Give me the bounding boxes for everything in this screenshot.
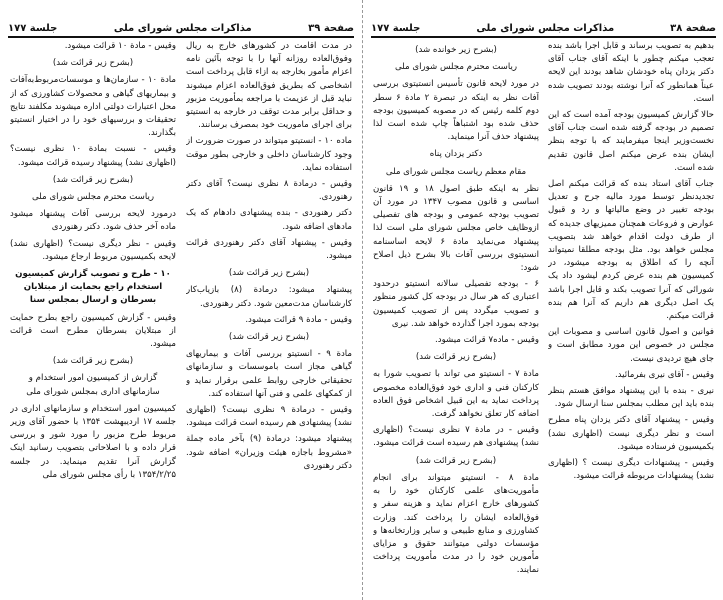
paragraph: وقیس - پیشنهادات دیگری نیست ؟ (اظهاری نشد) پیشنهادات مربوطه قرائت میشود. — [548, 458, 714, 482]
paragraph: (بشرح زیر قرائت شد) — [52, 356, 134, 367]
page-number: صفحة ۳۹ — [308, 23, 354, 34]
page-number: صفحة ۳۸ — [670, 23, 716, 34]
text-column-right — [548, 40, 714, 596]
paragraph: وقیس - پیشنهاد آقای دکتر رهنوردی قرائت میشود. — [186, 237, 352, 262]
right-page — [362, 0, 723, 600]
paragraph: مادة ۹ - انستیتو بررسی آفات و بیماریهای گیاهی مجاز است باموسسات و سازمانهای تحقیقاتی خارجی روابط علمی برقرار نماید و از کمکهای علمی و فنی آنها استفاده کند. — [186, 349, 352, 399]
publication-title: مذاکرات مجلس شورای ملی — [476, 23, 615, 34]
paragraph: وقیس - ماده۷ قرائت میشود. — [435, 335, 539, 346]
text-column-left — [10, 40, 176, 596]
paragraph: پیشنهاد میشود: درمادة (۹) بآخر ماده جملة «مشروط باجازه هیئت وزیران» اضافه شود. دکتر رهنوردی — [186, 434, 352, 471]
paragraph: (بشرح زیر قرائت شد) — [415, 455, 497, 466]
paragraph: وقیس - در مادة ۷ نظری نیست؟ (اظهاری نشد) پیشنهادی هم رسیده است قرائت میشود. — [373, 425, 539, 449]
paragraph: در مورد لایحه قانون تأسیس انستیتوی بررسی آفات نظر به اینکه در تبصرة ۲ مادة ۶ سطر دوم کلمه رئیس که در مصوبه کمیسیون بودجه حذف شده بود اشتباهاً چاپ شده است لذا پیشنهاد حذف آنرا مینماید. — [373, 79, 539, 143]
paragraph: دکتر رهنوردی - بنده پیشنهادی دادهام که یک مادهای اضافه شود. — [186, 208, 352, 232]
page-header — [8, 20, 354, 38]
paragraph: (بشرح زیر خوانده شد) — [415, 45, 497, 55]
paragraph: بدهیم به تصویب برساند و قابل اجرا باشد بنده تعجب میکنم چطور با اینکه آقای جناب آقای دکتر یزدان پناه خودشان شاهد بودند این لایحه عیناً همانطور که آنرا نوشته بودند تصویب شده است. — [548, 41, 714, 104]
paragraph: وقیس - مادة ۹ قرائت میشود. — [245, 314, 352, 325]
paragraph: وقیس - درمادة ۹ نظری نیست؟ (اظهاری نشد) پیشنهادی هم رسیده است قرائت میشود. — [186, 405, 352, 429]
paragraph: ریاست محترم مجلس شورای ملی — [395, 62, 517, 73]
session-number: جلسة ۱۷۷ — [8, 23, 58, 34]
paragraph: پیشنهاد میشود: درمادة (۸) بازیاب‌کار کارشناسان مدت‌معین شود. دکتر رهنوردی. — [186, 285, 352, 309]
session-number: جلسة ۱۷۷ — [371, 23, 421, 34]
paragraph: (بشرح زیر قرائت شد) — [228, 332, 310, 343]
paragraph: مقام معظم ریاست مجلس شورای ملی — [385, 166, 527, 177]
text-column-left — [373, 40, 539, 596]
paragraph: درمورد لایحه بررسی آفات پیشنهاد میشود ماده آخر حذف شود. دکتر رهنوردی — [10, 209, 176, 233]
paragraph: (بشرح زیر قرائت شد) — [52, 174, 134, 185]
paragraph: ماده ۱۰ - انستیتو میتواند در صورت ضرورت از وجود کارشناسان داخلی و خارجی بطور موقت استفاده نماید. — [186, 136, 352, 173]
paragraph: در مدت اقامت در کشورهای خارج به ریال وفوق‌العاده روزانه آنها را با توجه بآئین نامه اعزام مأمور بخارجه به ازاء قابل پرداخت است اشخاصی که بطریق فوق‌العاده اعزام میشوند نباید قبل از عزیمت با مراجعه بمأموریت مزبور و حداقل برابر مدت توقف در خارجه به انستیتو برای اجرای ماموریت خود بمصرف برسانند. — [186, 41, 352, 131]
paragraph: مادة ۸ - انستیتو میتواند برای انجام مأموریت‌های علمی کارکنان خود را به کشورهای خارج اعزام نماید و هزینه سفر و فوق‌العاده ایشان را پرداخت کند. وزارت کشاورزی و منابع طبیعی و سایر وزارتخانه‌ها و مؤسسات دولتی میتوانند حقوق و مزایای مأمورین خود را در مدت مأموریت پرداخت نمایند. — [373, 472, 539, 576]
paragraph: حالا گزارش کمیسیون بودجه آمده است که این تصمیم در بودجه گرفته شده است جناب آقای نخست‌وزیر اینجا میفرمایند که با توجه بنظر ایشان بنده عرض میکنم اصل قانون تقدیم شده است. — [548, 110, 714, 173]
paragraph: وقیس - گزارش کمیسیون راجع بطرح حمایت از مبتلایان بسرطان مطرح است قرائت میشود. — [10, 312, 176, 350]
paragraph: (بشرح زیر قرائت شد) — [228, 268, 310, 279]
paragraph: وقیس - پیشنهاد آقای دکتر یزدان پناه مطرح است و نظر دیگری نیست (اظهاری نشد) بکمیسیون فرستاده میشود. — [548, 415, 714, 452]
paragraph: ۱۰ - طرح و تصویب گزارش کمیسیون استخدام راجع بحمایت از مبتلایان بسرطان و ارسال بمجلس سنا — [15, 269, 171, 306]
paragraph: جناب آقای استاد بنده که قرائت میکنم اصل تجدیدنظر توسط مورد مالیه جرح و تعدیل بودجه تغییر در وضع مالیاتها و رد و قبول عوارض و فروعات همچنان ممیزیهای جدیده که از طرف دولت اقدام خواهد شد بتصویب مجلس خواهد بود. مثل بودجه مطلقا نمیتواند آنچه را که اطلاق به بودجه میشود، در کمیسیون هم بنده عرض کردم لیشود داد یک شورائی که آنرا تصویب بکند و قابل اجرا باشد یک اصل دیگری هم داریم که آنرا هم بنده قرائت میکنم. — [548, 179, 714, 322]
publication-title: مذاکرات مجلس شورای ملی — [113, 23, 252, 34]
paragraph: (بشرح زیر قرائت شد) — [415, 352, 497, 363]
paragraph: گزارش از کمیسیون امور استخدام و سازمانهای اداری بمجلس شورای ملی — [26, 373, 160, 397]
paragraph: نیری - بنده با این پیشنهاد موافق هستم بنظر بنده باید این مطلب بمجلس سنا ارسال شود. — [548, 386, 714, 410]
paragraph: وقیس - نظر دیگری نیست؟ (اظهاری نشد) لایحه بکمیسیون مربوط ارجاع میشود. — [10, 238, 176, 262]
paragraph: ریاست محترم مجلس شورای ملی — [32, 192, 154, 203]
page-header — [371, 20, 716, 38]
paragraph: وقیس - نسبت بمادة ۱۰ نظری نیست؟ (اظهاری نشد) پیشنهاد رسیده قرائت میشود. — [10, 144, 176, 168]
paragraph: مادة ۱۰ - سازمان‌ها و موسسات‌مربوط‌به‌آفات و بیماریهای گیاهی و محصولات کشاورزی که از محل اعتبارات دولتی اداره میشوند مکلفند نتایج تحقیقات و بررسیهای خود را در اختیار انستیتو بگذارند. — [10, 75, 176, 139]
paragraph: ۶ - بودجه تفصیلی سالانه انستیتو درحدود اعتباری که هر سال در بودجه کل کشور منظور و تصویب میگردد پس از تصویب کمیسیون بودجه بمورد اجرا گذارده خواهد شد. نیری — [373, 279, 539, 329]
paragraph: دکتر یزدان پناه — [429, 149, 483, 160]
paragraph: کمیسیون امور استخدام و سازمانهای اداری در جلسه ۱۷ اردیبهشت ۱۳۵۴ با حضور آقای وزیر مربوط طرح مزبور را مورد شور و بررسی قرار داده و با اصلاحاتی بتصویب رسانید اینک گزارش آنرا تقدیم مینماید. در جلسه ۱۳۵۴/۲/۲۵ با رأی مجلس شورای ملی — [10, 403, 176, 480]
paragraph: نظر به اینکه طبق اصول ۱۸ و ۱۹ قانون اساسی و قانون مصوب ۱۳۴۷ در مورد آن تصویب بودجه عمومی و بودجه های تفصیلی ازوظایف خاص مجلس شورای ملی است لذا پیشنهاد می‌نماید مادة ۶ لایحه اساسنامه انستیتوی بررسی آفات بالا بشرح ذیل اصلاح شود: — [373, 183, 539, 274]
text-column-right — [186, 40, 352, 596]
paragraph: وقیس - درمادة ۸ نظری نیست؟ آقای دکتر رهنوردی. — [186, 179, 352, 203]
paragraph: مادة ۷ - انستیتو می تواند با تصویب شورا به کارکنان فنی و اداری خود فوق‌العاده مخصوص پرداخت نماید به این قبیل اشخاص فوق العاده اضافه کار تعلق نخواهد گرفت. — [373, 369, 539, 420]
paragraph: وقیس - آقای نیری بفرمائید. — [614, 369, 714, 380]
paragraph: فوانین و اصول قانون اساسی و مصوبات این مجلس در خصوص این مورد مطابق است و جای هیچ تردیدی نیست. — [548, 327, 714, 364]
paragraph: (بشرح زیر قرائت شد) — [52, 58, 134, 69]
paragraph: وقیس - مادة ۱۰ قرائت میشود. — [64, 41, 176, 51]
